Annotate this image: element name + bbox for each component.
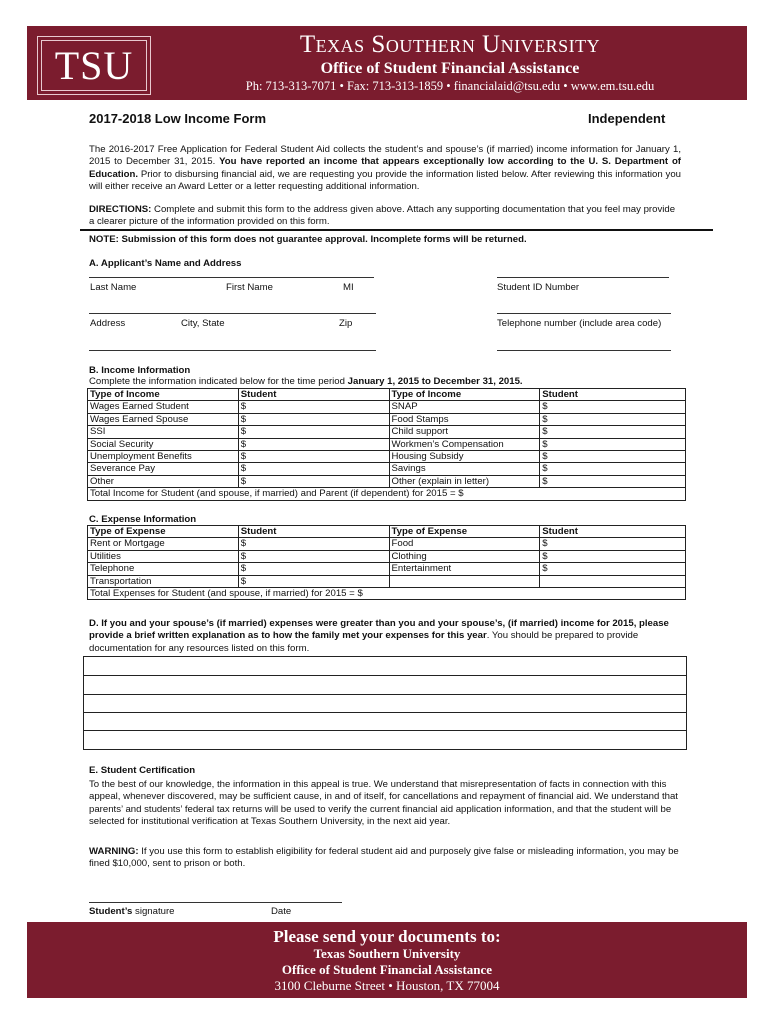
income-amount-right[interactable]: $	[540, 463, 686, 475]
income-type-right: Savings	[389, 463, 540, 475]
income-type-left: SSI	[88, 426, 239, 438]
intro-text-1: The 2016-2017 Free Application for Federal Student Aid collects the student’s and spouse’s (if married) income information for January 1, 2015 to December 31, 2015.	[89, 144, 681, 168]
income-col-type-2: Type of Income	[389, 389, 540, 401]
expense-amount-left[interactable]: $	[238, 550, 389, 562]
city-state-label: City, State	[181, 318, 225, 329]
warning-body: If you use this form to establish eligibility for federal student aid and purposely give false or misleading information, you may be fined $10,000, sent to prison or both.	[89, 846, 679, 870]
directions-paragraph	[89, 204, 681, 229]
income-row	[88, 463, 686, 475]
telephone-line[interactable]	[497, 313, 671, 314]
income-amount-right[interactable]: $	[540, 426, 686, 438]
section-d-rest: . You should be prepared to provide documentation for any resources listed on this form.	[89, 630, 639, 654]
university-name: Texas Southern University	[299, 31, 601, 58]
income-amount-right[interactable]: $	[540, 438, 686, 450]
income-type-left: Unemployment Benefits	[88, 451, 239, 463]
signature-line[interactable]	[89, 902, 342, 903]
explanation-line	[84, 675, 686, 676]
address-line[interactable]	[89, 313, 376, 314]
tsu-logo: TSU	[54, 43, 134, 88]
expense-type-left: Rent or Mortgage	[88, 538, 239, 550]
income-amount-left[interactable]: $	[238, 426, 389, 438]
warning-label: WARNING:	[89, 846, 139, 857]
section-divider	[80, 229, 713, 231]
income-row	[88, 475, 686, 487]
expense-amount-right[interactable]: $	[540, 550, 686, 562]
income-type-right: Child support	[389, 426, 540, 438]
expense-type-right: Food	[389, 538, 540, 550]
income-row	[88, 438, 686, 450]
income-type-right: Other (explain in letter)	[389, 475, 540, 487]
form-status: Independent	[588, 111, 666, 126]
instruction-period: January 1, 2015 to December 31, 2015.	[347, 376, 523, 387]
income-col-type: Type of Income	[88, 389, 239, 401]
income-amount-left[interactable]: $	[238, 463, 389, 475]
income-type-left: Wages Earned Student	[88, 401, 239, 413]
office-name: Office of Student Financial Assistance	[320, 60, 580, 77]
expense-amount-right[interactable]	[540, 575, 686, 587]
address-label: Address	[90, 318, 126, 329]
income-row	[88, 413, 686, 425]
name-line[interactable]	[89, 277, 374, 278]
expense-amount-left[interactable]: $	[238, 563, 389, 575]
expense-type-left: Transportation	[88, 575, 239, 587]
last-name-label: Last Name	[90, 282, 137, 293]
signature-label-bold: Student’s	[89, 906, 133, 917]
section-b-heading: B. Income Information	[89, 365, 191, 376]
zip-label: Zip	[339, 318, 353, 329]
date-label: Date	[271, 906, 292, 917]
explanation-line	[84, 712, 686, 713]
section-d-label: D	[89, 618, 96, 629]
expense-amount-left[interactable]: $	[238, 538, 389, 550]
mi-label: MI	[343, 282, 354, 293]
expense-table	[87, 525, 686, 600]
income-type-right: Housing Subsidy	[389, 451, 540, 463]
section-a-heading: A. Applicant’s Name and Address	[89, 258, 242, 269]
explanation-line	[84, 730, 686, 731]
expense-row	[88, 575, 686, 587]
expense-col-type: Type of Expense	[88, 526, 239, 538]
section-d-text	[89, 618, 683, 655]
income-amount-left[interactable]: $	[238, 413, 389, 425]
directions-label: DIRECTIONS:	[89, 204, 152, 215]
expense-col-student-2: Student	[540, 526, 686, 538]
income-type-right: Food Stamps	[389, 413, 540, 425]
expense-col-type-2: Type of Expense	[389, 526, 540, 538]
expense-total: Total Expenses for Student (and spouse, if married) for 2015 = $	[88, 588, 686, 600]
income-amount-left[interactable]: $	[238, 401, 389, 413]
warning-text	[89, 846, 683, 871]
expense-type-right: Clothing	[389, 550, 540, 562]
expense-row	[88, 563, 686, 575]
telephone-label: Telephone number (include area code)	[497, 318, 662, 329]
first-name-label: First Name	[226, 282, 273, 293]
income-row	[88, 451, 686, 463]
income-type-right: SNAP	[389, 401, 540, 413]
expense-col-student: Student	[238, 526, 389, 538]
certification-text: To the best of our knowledge, the information in this appeal is true. We understand that misrepresentation of facts in connection with this appeal, whenever discovered, may be sufficient cause, in and of itself, for cancellations and repayment of financial aid. We understand that parents’ and students’ federal tax returns will be used to verify the current financial aid application information, and that the student will be selected for institutional verification at Texas Southern University, in the next aid year.	[89, 779, 678, 827]
income-amount-right[interactable]: $	[540, 475, 686, 487]
income-col-student-2: Student	[540, 389, 686, 401]
intro-bold: You have reported an income that appears exceptionally low according to the U. S. Department of Education.	[89, 156, 681, 180]
income-amount-left[interactable]: $	[238, 438, 389, 450]
income-total: Total Income for Student (and spouse, if married) and Parent (if dependent) for 2015 = $	[88, 488, 686, 500]
student-id-line[interactable]	[497, 277, 669, 278]
section-d-question: . If you and your spouse’s (if married) expenses were greater than you and your spouse’s, (if married) income for 2015, please provide a brief written explanation as to how the family met your expenses for this year	[89, 618, 669, 642]
income-type-left: Other	[88, 475, 239, 487]
explanation-box[interactable]	[83, 656, 687, 750]
income-type-left: Severance Pay	[88, 463, 239, 475]
income-type-left: Social Security	[88, 438, 239, 450]
income-amount-right[interactable]: $	[540, 401, 686, 413]
footer-university: Texas Southern University	[313, 946, 461, 961]
extra-line[interactable]	[497, 350, 671, 351]
footer-title: Please send your documents to:	[273, 927, 501, 946]
form-title: 2017-2018 Low Income Form	[89, 111, 267, 126]
income-table	[87, 388, 686, 501]
expense-type-right: Entertainment	[389, 563, 540, 575]
intro-text-2: Prior to disbursing financial aid, we are requesting you provide the information listed below. After reviewing this information you will either receive an Award Letter or a letter requesting additional information.	[89, 168, 681, 192]
note-text: NOTE: Submission of this form does not guarantee approval. Incomplete forms will be returned.	[89, 234, 527, 245]
section-b-instruction	[89, 376, 523, 388]
expense-row	[88, 550, 686, 562]
expense-amount-left[interactable]: $	[238, 575, 389, 587]
signature-label-rest: signature	[132, 906, 175, 917]
expense-amount-right[interactable]: $	[540, 563, 686, 575]
income-amount-right[interactable]: $	[540, 451, 686, 463]
expense-type-left: Telephone	[88, 563, 239, 575]
footer-address: 3100 Cleburne Street • Houston, TX 77004	[274, 978, 500, 993]
income-col-student: Student	[238, 389, 389, 401]
income-row	[88, 401, 686, 413]
income-amount-right[interactable]: $	[540, 413, 686, 425]
signature-label	[89, 906, 175, 918]
section-c-heading: C. Expense Information	[89, 514, 197, 525]
explanation-line	[84, 694, 686, 695]
expense-type-left: Utilities	[88, 550, 239, 562]
contact-line: Ph: 713-313-7071 • Fax: 713-313-1859 • financialaid@tsu.edu • www.em.tsu.edu	[245, 79, 655, 93]
expense-row	[88, 538, 686, 550]
email-line[interactable]	[89, 350, 376, 351]
income-row	[88, 426, 686, 438]
directions-text: Complete and submit this form to the address given above. Attach any supporting documentation that you feel may provide a clearer picture of the information provided on this form.	[89, 204, 676, 228]
instruction-text: Complete the information indicated below for the time period	[89, 376, 345, 387]
footer-office: Office of Student Financial Assistance	[281, 962, 493, 977]
income-type-right: Workmen’s Compensation	[389, 438, 540, 450]
student-id-label: Student ID Number	[497, 282, 580, 293]
expense-type-right	[389, 575, 540, 587]
section-e-heading: E. Student Certification	[89, 765, 196, 776]
income-amount-left[interactable]: $	[238, 475, 389, 487]
intro-paragraph	[89, 144, 681, 193]
expense-amount-right[interactable]: $	[540, 538, 686, 550]
income-amount-left[interactable]: $	[238, 451, 389, 463]
income-type-left: Wages Earned Spouse	[88, 413, 239, 425]
